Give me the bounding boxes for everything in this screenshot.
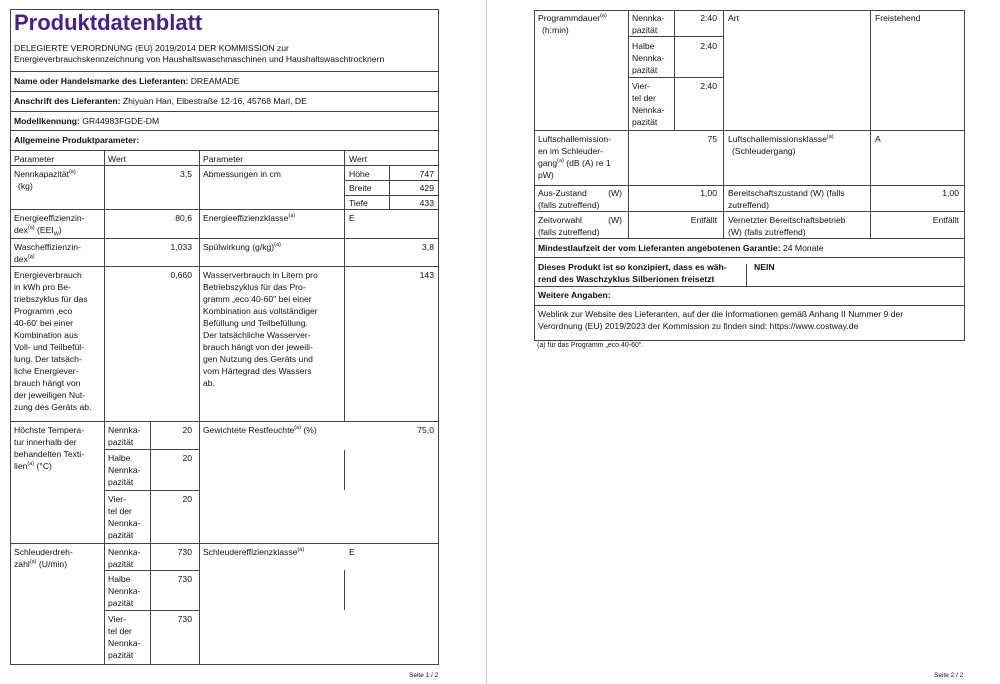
warranty-label: Mindestlaufzeit der vom Lieferanten angebotenen Garantie: — [538, 243, 781, 253]
energy-class-label: Energieeffizienzklasse$^{(a)}$ — [203, 213, 296, 223]
warranty-value: 24 Monate — [782, 243, 824, 253]
program-duration-unit: (h:min) — [542, 25, 569, 35]
col-value-header-2: Wert — [349, 154, 367, 164]
datasheet-page-1: Produktdatenblatt DELEGIERTE VERORDNUNG (EU) 2019/2014 DER KOMMISSION zur Energieverbrauchskennzeichnung von Haushaltswaschmaschinen und Haushaltswaschtrocknern Name oder Handelsmarke des Lieferanten: DREAMADE Anschrift des Lieferanten: Zhiyuan Han, Elbestraße 12-16, 45768 Marl, DE Modellkennung: GR44983FGDE-DM Allgemeine Produktparameter: Parameter Wert Parameter Wert Nennkapazität$^{(a)}$ (kg) 3,5 Abmessungen in cm Höhe 747 Breite 429 Tiefe 433 Energieeffizienzin- dex$^{(a)}$ $(EEI_W)$ 80,6 Energieeffizienzklasse$^{(a)}$ E Wascheffizienzin- dex$^{(a)}$ 1,033 Spülwirkung $(g/kg)^{(a)}$ 3,8 Energieverbrauch in kWh pro Be- triebszyklus für das Programm ‚eco 40-60' bei einer Kombination aus Voll- und Teilbefül- lung. Der tatsäch- liche Energiever- brauch hängt von der jeweiligen Nut- zung des Geräts ab. 0,660 Wasserverbrauch in Litern pro Betriebszyklus für das Pro- gramm „eco 40-60" bei einer Kombination aus vollständiger Befüllung und Teilbefüllung. Der tatsächliche Wasserver- brauch hängt von der jeweili- gen Nutzung des Geräts und vom Härtegrad des Wassers ab. 143 Höchste Tempera- tur innerhalb der behandelten Texti- lien$^{(a)}$ (°C) Nennka- pazität 20 Halbe Nennka- pazität 20 Vier- tel der Nennka- pazität 20 Gewichtete Restfeuchte$^{(a)}$ (%) 75,0 Schleuderdreh- zahl$^{(a)}$ (U/min) Nennka- pazität 730 Halbe Nennka- pazität 730 Vier- tel der Nennka- pazität 730 Schleudereffizienzklasse$^{(a)}$ E Seite 1 / 2 — [0, 0, 486, 684]
noise-class-sublabel: (Schleudergang) — [732, 146, 796, 156]
dim-height-value: 747 — [419, 169, 434, 179]
networked-label-1: Vernetzter Bereitschaftsbetrieb — [728, 215, 846, 225]
temp-full-value: 20 — [182, 425, 192, 435]
model-label: Modellkennung: — [14, 116, 80, 126]
silver-label-2: rend des Waschzyklus Silberionen freisetzt — [538, 274, 715, 284]
delay-label: Zeitvorwahl (W) — [538, 215, 622, 225]
capacity-label: Nennkapazität$^{(a)}$ — [14, 169, 76, 179]
footnote: (a) für das Programm „eco 40-60". — [537, 342, 644, 349]
capacity-unit: (kg) — [18, 181, 33, 191]
dim-width-label: Breite — [349, 183, 372, 193]
temp-quarter-value: 20 — [182, 494, 192, 504]
networked-value: Entfällt — [932, 215, 959, 225]
noise-value: 75 — [707, 134, 717, 144]
dim-depth-value: 433 — [419, 198, 434, 208]
standby-label-2: zutreffend) — [728, 200, 769, 210]
eei-label-1: Energieeffizienzin- — [14, 213, 85, 223]
duration-full-value: 2:40 — [700, 13, 717, 23]
spin-class-value: E — [349, 547, 355, 557]
off-mode-sublabel: (falls zutreffend) — [538, 200, 600, 210]
type-value: Freistehend — [875, 13, 921, 23]
model-value: GR44983FGDE-DM — [82, 116, 160, 126]
address-value: Zhiyuan Han, Elbestraße 12-16, 45768 Marl, DE — [122, 96, 307, 106]
silver-label-1: Dieses Produkt ist so konzipiert, dass es wäh- — [538, 262, 727, 272]
supplier-value: DREAMADE — [190, 76, 240, 86]
weblink-line-2: Verordnung (EU) 2019/2023 der Kommission zu finden sind: https://www.costway.de — [538, 321, 859, 331]
wash-eff-label-2: dex$^{(a)}$ — [14, 254, 35, 264]
col-value-header: Wert — [108, 154, 126, 164]
col-param-header: Parameter — [14, 154, 55, 164]
warranty-row — [538, 243, 824, 254]
noise-class-label: Luftschallemissionsklasse$^{(a)}$ — [728, 134, 834, 144]
type-label: Art — [728, 13, 739, 23]
energy-cons-value: 0,660 — [170, 270, 192, 280]
spin-quarter-value: 730 — [177, 614, 192, 624]
standby-label-1: Bereitschaftszustand (W) (falls — [728, 188, 845, 198]
standby-value: 1,00 — [942, 188, 959, 198]
networked-label-2: (W) (falls zutreffend) — [728, 227, 806, 237]
residual-label: Gewichtete Restfeuchte$^{(a)}$ (%) — [203, 425, 317, 435]
duration-half-value: 2:40 — [700, 41, 717, 51]
program-duration-label: Programmdauer$^{(a)}$ — [538, 13, 607, 23]
silver-value: NEIN — [754, 262, 775, 272]
weblink-line-1: Weblink zur Website des Lieferanten, auf der die Informationen gemäß Anhang II Nummer 9 der — [538, 309, 904, 319]
delay-sublabel: (falls zutreffend) — [538, 227, 600, 237]
rinse-label: Spülwirkung $(g/kg)^{(a)}$ — [203, 242, 281, 252]
address-row — [14, 96, 307, 107]
model-row — [14, 116, 159, 127]
supplier-row — [14, 76, 239, 87]
supplier-label: Name oder Handelsmarke des Lieferanten: — [14, 76, 189, 86]
datasheet-page-2: Programmdauer$^{(a)}$ (h:min) Nennka- pazität 2:40 Halbe Nennka- pazität 2:40 Vier- tel der Nennka- pazität 2:40 Art Freistehend Luftschallemission- en im Schleuder- gang$^{(a)}$ (dB (A) re 1 pW) 75 Luftschallemissionsklasse$^{(a)}$ (Schleudergang) A Aus-Zustand (W) (falls zutreffend) 1,00 Bereitschaftszustand (W) (falls zutreffend) 1,00 Zeitvorwahl (W) (falls zutreffend) Entfällt Vernetzter Bereitschaftsbetrieb (W) (falls zutreffend) Entfällt Mindestlaufzeit der vom Lieferanten angebotenen Garantie: 24 Monate Dieses Produkt ist so konzipiert, dass es wäh- rend des Waschzyklus Silberionen freisetzt NEIN Weitere Angaben: Weblink zur Website des Lieferanten, auf der die Informationen gemäß Anhang II Nummer 9 der Verordnung (EU) 2019/2023 der Kommission zu finden sind: https://www.costway.de (a) für das Programm „eco 40-60". Seite 2 / 2 — [487, 0, 1000, 684]
off-mode-label: Aus-Zustand (W) — [538, 188, 622, 198]
spin-half-value: 730 — [177, 574, 192, 584]
dim-depth-label: Tiefe — [349, 198, 368, 208]
eei-value: 80,6 — [175, 213, 192, 223]
col-param-header-2: Parameter — [203, 154, 244, 164]
capacity-value: 3,5 — [180, 169, 192, 179]
page-title: Produktdatenblatt — [14, 10, 203, 35]
spin-full-value: 730 — [177, 547, 192, 557]
wash-eff-value: 1,033 — [170, 242, 192, 252]
delay-value: Entfällt — [690, 215, 717, 225]
energy-class-value: E — [349, 213, 355, 223]
residual-value: 75,0 — [417, 425, 434, 435]
temp-half-value: 20 — [182, 453, 192, 463]
regulation-line-1: DELEGIERTE VERORDNUNG (EU) 2019/2014 DER KOMMISSION zur — [14, 43, 289, 53]
general-header: Allgemeine Produktparameter: — [14, 135, 140, 145]
dimensions-label: Abmessungen in cm — [203, 169, 281, 179]
wash-eff-label-1: Wascheffizienzin- — [14, 242, 81, 252]
dim-height-label: Höhe — [349, 169, 370, 179]
address-label: Anschrift des Lieferanten: — [14, 96, 121, 106]
regulation-line-2: Energieverbrauchskennzeichnung von Haushaltswaschmaschinen und Haushaltswaschtrocknern — [14, 54, 385, 64]
noise-class-value: A — [875, 134, 881, 144]
off-mode-value: 1,00 — [700, 188, 717, 198]
page-number: Seite 1 / 2 — [409, 672, 439, 679]
eei-label-2: dex$^{(a)}$ $(EEI_W)$ — [14, 225, 62, 238]
water-cons-value: 143 — [419, 270, 434, 280]
duration-quarter-value: 2:40 — [700, 81, 717, 91]
dim-width-value: 429 — [419, 183, 434, 193]
rinse-value: 3,8 — [422, 242, 434, 252]
spin-class-label: Schleudereffizienzklasse$^{(a)}$ — [203, 547, 305, 557]
page-number: Seite 2 / 2 — [934, 672, 964, 679]
further-info-header: Weitere Angaben: — [538, 290, 611, 300]
